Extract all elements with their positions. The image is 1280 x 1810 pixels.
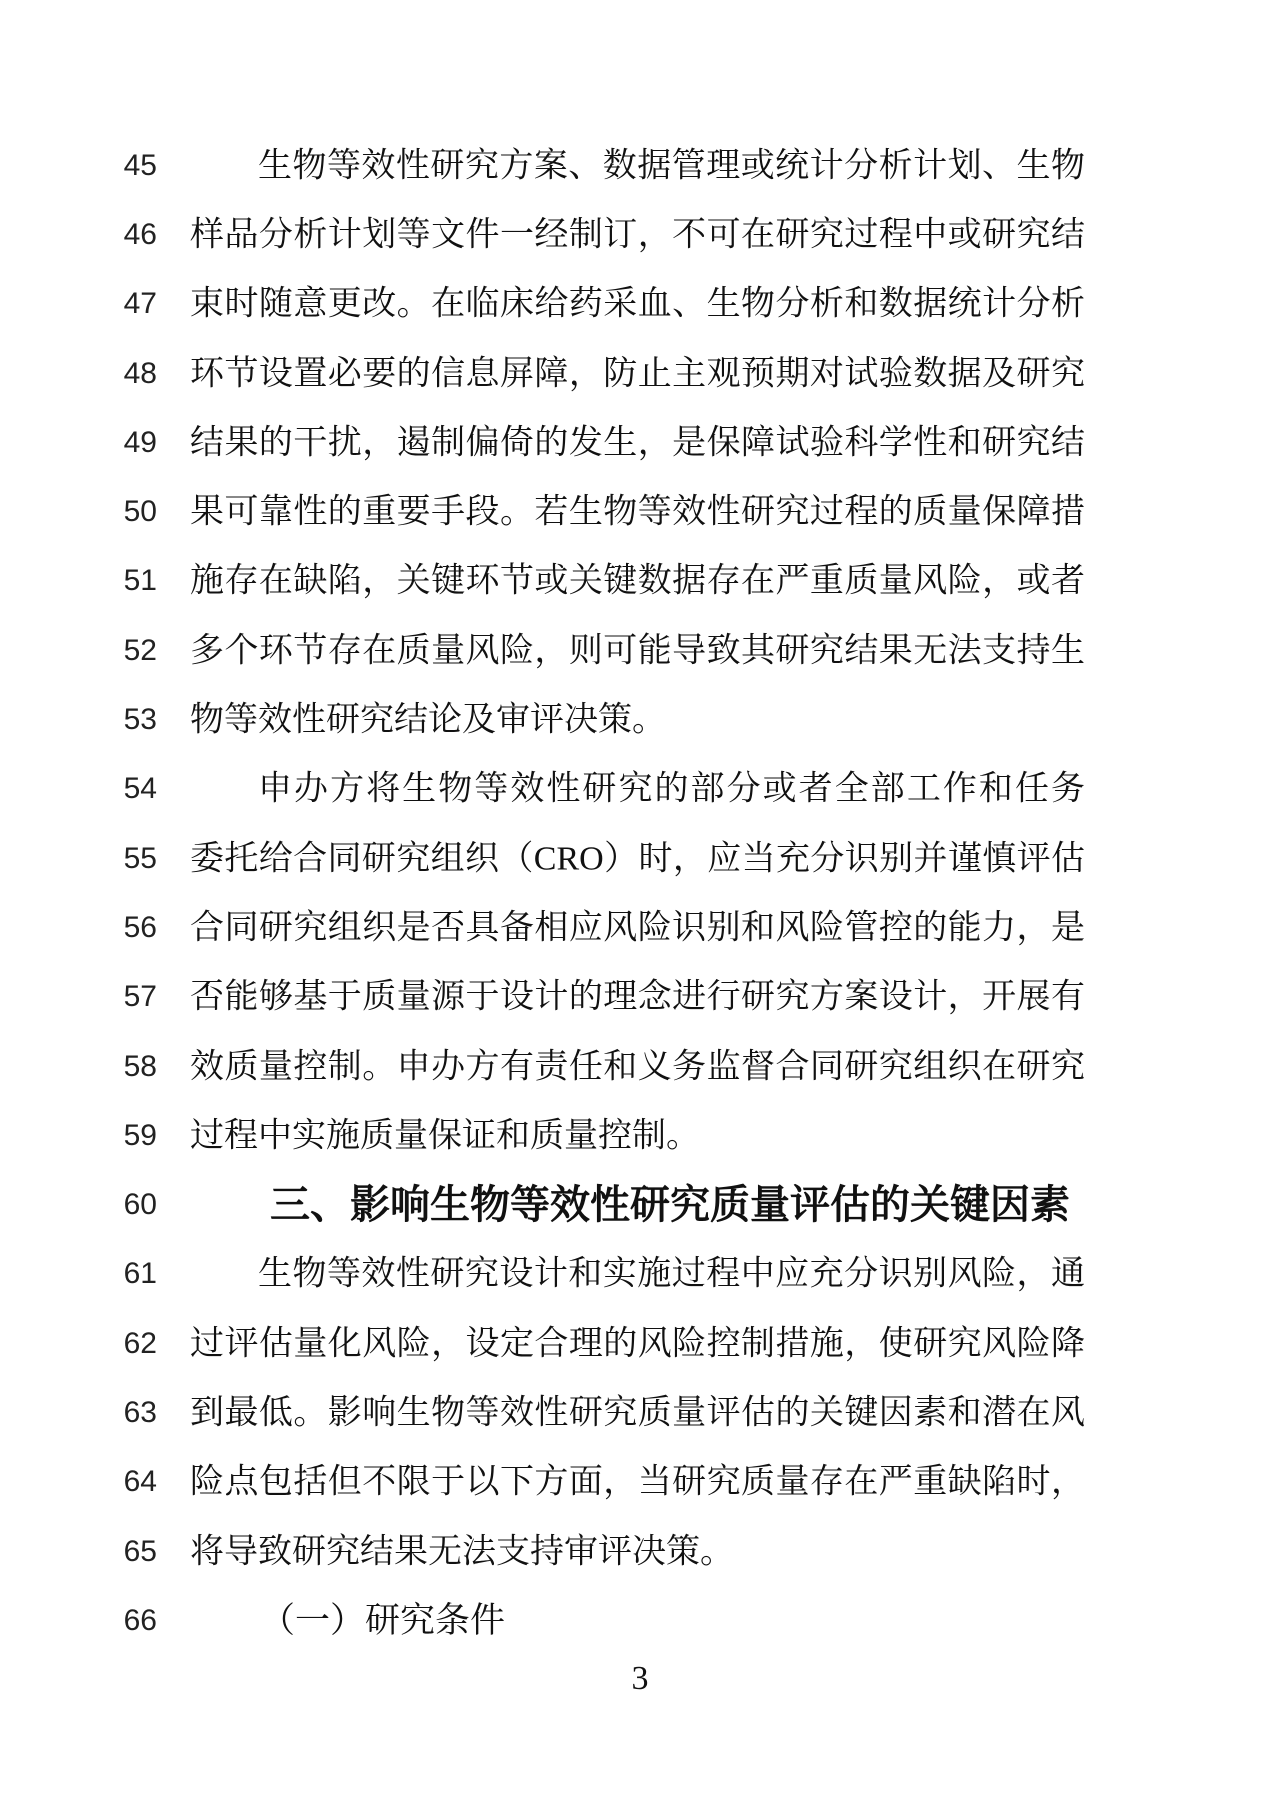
line-number: 60	[123, 1188, 157, 1222]
line-text: 环节设置必要的信息屏障，防止主观预期对试验数据及研究	[190, 354, 1085, 392]
line-text: 束时随意更改。在临床给药采血、生物分析和数据统计分析	[190, 285, 1085, 323]
line-text: 生物等效性研究方案、数据管理或统计分析计划、生物	[258, 147, 1085, 185]
document-line	[0, 1101, 1280, 1170]
document-line	[0, 824, 1280, 893]
document-line	[0, 547, 1280, 616]
line-number: 57	[123, 980, 157, 1014]
line-text: 三、影响生物等效性研究质量评估的关键因素	[270, 1183, 1070, 1228]
document-line	[0, 616, 1280, 685]
line-number: 62	[123, 1326, 157, 1360]
line-number: 48	[123, 356, 157, 390]
line-text: 效质量控制。申办方有责任和义务监督合同研究组织在研究	[190, 1047, 1085, 1085]
document-line	[0, 1448, 1280, 1517]
line-text: （一）研究条件	[260, 1600, 506, 1640]
line-number: 63	[123, 1395, 157, 1429]
document-line	[0, 270, 1280, 339]
line-text: 结果的干扰，遏制偏倚的发生，是保障试验科学性和研究结	[190, 424, 1085, 462]
line-number: 58	[123, 1049, 157, 1083]
line-number: 45	[123, 148, 157, 182]
line-number: 52	[123, 633, 157, 667]
document-line	[0, 1517, 1280, 1586]
line-text: 物等效性研究结论及审评决策。	[190, 701, 666, 739]
document-line	[0, 893, 1280, 962]
line-number: 55	[123, 841, 157, 875]
line-number: 50	[123, 495, 157, 529]
document-line	[0, 339, 1280, 408]
page-number: 3	[631, 1660, 649, 1697]
line-number: 65	[123, 1534, 157, 1568]
line-number: 59	[123, 1118, 157, 1152]
line-number: 64	[123, 1465, 157, 1499]
line-text: 过程中实施质量保证和质量控制。	[190, 1117, 700, 1155]
document-line	[0, 477, 1280, 546]
line-text: 险点包括但不限于以下方面，当研究质量存在严重缺陷时，	[190, 1463, 1085, 1501]
line-text: 施存在缺陷，关键环节或关键数据存在严重质量风险，或者	[190, 562, 1085, 600]
document-line	[0, 1309, 1280, 1378]
document-line	[0, 1170, 1280, 1239]
line-text: 样品分析计划等文件一经制订，不可在研究过程中或研究结	[190, 216, 1085, 254]
line-text: 委托给合同研究组织（CRO）时，应当充分识别并谨慎评估	[190, 840, 1085, 878]
line-number: 54	[123, 772, 157, 806]
line-text: 多个环节存在质量风险，则可能导致其研究结果无法支持生	[190, 632, 1085, 670]
line-number: 49	[123, 425, 157, 459]
document-line	[0, 408, 1280, 477]
document-line	[0, 1032, 1280, 1101]
line-number: 66	[123, 1603, 157, 1637]
line-list	[0, 131, 1280, 1656]
line-text: 过评估量化风险，设定合理的风险控制措施，使研究风险降	[190, 1325, 1085, 1363]
line-text: 到最低。影响生物等效性研究质量评估的关键因素和潜在风	[190, 1394, 1085, 1432]
document-line	[0, 1586, 1280, 1655]
document-line	[0, 685, 1280, 754]
line-number: 47	[123, 287, 157, 321]
line-number: 53	[123, 703, 157, 737]
line-text: 将导致研究结果无法支持审评决策。	[190, 1533, 734, 1571]
line-number: 46	[123, 217, 157, 251]
line-text: 合同研究组织是否具备相应风险识别和风险管控的能力，是	[190, 909, 1085, 947]
line-text: 果可靠性的重要手段。若生物等效性研究过程的质量保障措	[190, 493, 1085, 531]
line-number: 51	[123, 564, 157, 598]
line-text: 生物等效性研究设计和实施过程中应充分识别风险，通	[258, 1255, 1085, 1293]
line-number: 61	[123, 1257, 157, 1291]
document-line	[0, 963, 1280, 1032]
document-line	[0, 755, 1280, 824]
line-number: 56	[123, 910, 157, 944]
document-line	[0, 200, 1280, 269]
document-line	[0, 1378, 1280, 1447]
document-line	[0, 131, 1280, 200]
document-line	[0, 1240, 1280, 1309]
line-text: 否能够基于质量源于设计的理念进行研究方案设计，开展有	[190, 978, 1085, 1016]
line-text: 申办方将生物等效性研究的部分或者全部工作和任务	[258, 770, 1085, 808]
